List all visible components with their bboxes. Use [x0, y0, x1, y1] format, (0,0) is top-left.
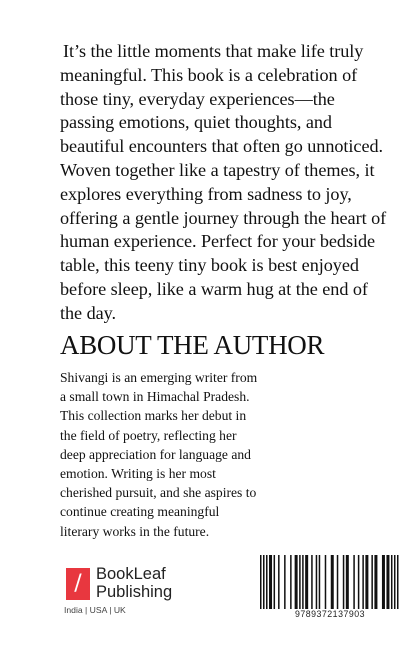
barcode-bar — [269, 555, 272, 609]
barcode-bar — [305, 555, 308, 609]
bookleaf-logo-icon — [66, 568, 90, 600]
isbn-number: 9789372137903 — [294, 609, 366, 619]
barcode-bar — [382, 555, 385, 609]
barcode-bar — [343, 555, 345, 609]
barcode-bar — [299, 555, 301, 609]
barcode-bar — [353, 555, 355, 609]
barcode-bar — [365, 555, 368, 609]
publisher-name — [96, 565, 172, 601]
publisher-name-line2: Publishing — [96, 583, 173, 601]
barcode-bar — [362, 555, 364, 609]
isbn-barcode — [256, 548, 404, 626]
barcode-bar — [284, 555, 286, 609]
barcode-bar — [337, 555, 339, 609]
barcode-bar — [331, 555, 334, 609]
barcode-bar — [302, 555, 304, 609]
barcode-bar — [316, 555, 318, 609]
barcode-bar — [260, 555, 262, 609]
author-bio: Shivangi is an emerging writer from a small town in Himachal Pradesh. This collection marks her debut in the field of poetry, reflecting her deep appreciation for language and emotion. Writing is her most cherished pursuit, and she aspires to continue creating meaningful literary works in the future. — [60, 370, 258, 539]
back-cover-blurb: It’s the little moments that make life truly meaningful. This book is a celebration of those tiny, everyday experiences—the passing emotions, quiet thoughts, and beautiful encounters that often go unnoticed. Woven together like a tapestry of themes, it explores everything from sadness to joy, offering a gentle journey through the heart of human experience. Perfect for your bedside table, this teeny tiny book is best enjoyed before sleep, like a warm hug at the end of the day. — [60, 41, 387, 323]
barcode-bar — [374, 555, 377, 609]
barcode-bar — [391, 555, 393, 609]
barcode-bar — [394, 555, 396, 609]
barcode-bars — [260, 555, 400, 609]
about-author-heading: ABOUT THE AUTHOR — [60, 330, 325, 360]
barcode-bar — [319, 555, 321, 609]
barcode-bar — [263, 555, 265, 609]
barcode-bar — [346, 555, 349, 609]
logo-slash: / — [74, 571, 82, 596]
publisher-regions: India | USA | UK — [64, 605, 126, 615]
barcode-bar — [311, 555, 313, 609]
barcode-bar — [325, 555, 327, 609]
barcode-bar — [397, 555, 399, 609]
publisher-name-line1: BookLeaf — [96, 565, 166, 583]
barcode-bar — [278, 555, 280, 609]
barcode-bar — [266, 555, 268, 609]
barcode-bar — [274, 555, 276, 609]
barcode-bar — [386, 555, 389, 609]
barcode-bar — [358, 555, 360, 609]
barcode-bar — [290, 555, 292, 609]
publisher-logo — [60, 562, 260, 622]
barcode-bar — [295, 555, 298, 609]
barcode-bar — [371, 555, 373, 609]
